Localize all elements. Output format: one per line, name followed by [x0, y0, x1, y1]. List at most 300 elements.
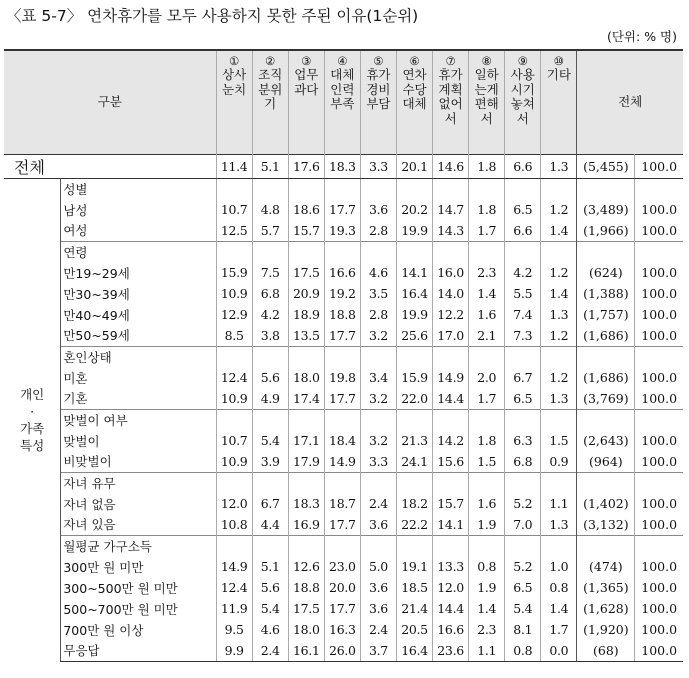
value-cell: 12.4: [216, 367, 252, 388]
data-table: [4, 49, 683, 662]
value-cell: 3.6: [360, 199, 396, 220]
side-label-line: 가족: [20, 420, 45, 436]
value-cell: 6.7: [252, 493, 288, 514]
value-cell: 7.0: [505, 514, 541, 535]
header-col-label-line: 서: [516, 110, 529, 126]
row-label: 700만 원 이상: [61, 619, 216, 640]
value-cell: 9.9: [216, 640, 252, 661]
table-row: [4, 556, 683, 577]
empty-cell: [360, 535, 396, 556]
value-cell: 12.5: [216, 220, 252, 241]
empty-cell: [360, 178, 396, 199]
value-cell: 6.5: [505, 388, 541, 409]
empty-cell: [541, 535, 577, 556]
empty-cell: [396, 472, 432, 493]
value-cell: 19.9: [396, 304, 432, 325]
count-cell: (5,455): [577, 154, 635, 178]
empty-cell: [216, 409, 252, 430]
value-cell: 1.6: [469, 493, 505, 514]
value-cell: 10.9: [216, 451, 252, 472]
value-cell: 17.4: [288, 388, 324, 409]
value-cell: 16.4: [396, 640, 432, 661]
row-label: 기혼: [61, 388, 216, 409]
header-col-number: ③: [301, 54, 312, 69]
row-label: 여성: [61, 220, 216, 241]
empty-cell: [288, 346, 324, 367]
unit-note: (단위: % 명): [606, 29, 677, 44]
value-cell: 17.7: [324, 388, 360, 409]
empty-cell: [360, 472, 396, 493]
value-cell: 16.1: [288, 640, 324, 661]
value-cell: 22.2: [396, 514, 432, 535]
header-col-label-line: 편해: [474, 96, 499, 112]
row-label: 만50~59세: [61, 325, 216, 346]
header-col-label-line: 기타: [546, 67, 571, 83]
header-col-label-line: 부족: [330, 96, 355, 112]
value-cell: 1.8: [469, 154, 505, 178]
header-col-2: [252, 50, 288, 154]
value-cell: 3.3: [360, 154, 396, 178]
empty-cell: [541, 346, 577, 367]
header-col-label-line: 업무: [294, 67, 319, 83]
header-col-label-line: 일하: [474, 67, 499, 83]
value-cell: 7.3: [505, 325, 541, 346]
value-cell: 1.2: [541, 367, 577, 388]
count-cell: (1,365): [577, 577, 635, 598]
empty-cell: [288, 409, 324, 430]
value-cell: 17.5: [288, 262, 324, 283]
header-col-1: [216, 50, 252, 154]
group-name: 성별: [61, 178, 216, 199]
value-cell: 21.3: [396, 430, 432, 451]
table-row-group-header: [4, 409, 683, 430]
percent-cell: 100.0: [635, 304, 683, 325]
value-cell: 18.8: [288, 577, 324, 598]
empty-cell: [505, 178, 541, 199]
value-cell: 16.3: [324, 619, 360, 640]
value-cell: 10.8: [216, 514, 252, 535]
value-cell: 1.0: [541, 556, 577, 577]
value-cell: 18.2: [396, 493, 432, 514]
header-col-label-line: 수당: [402, 81, 427, 97]
value-cell: 20.5: [396, 619, 432, 640]
empty-cell: [360, 346, 396, 367]
table-row: [4, 304, 683, 325]
empty-cell: [433, 472, 469, 493]
value-cell: 1.8: [469, 199, 505, 220]
value-cell: 19.3: [324, 220, 360, 241]
value-cell: 5.4: [252, 430, 288, 451]
header-group-label: [4, 50, 216, 154]
value-cell: 1.2: [541, 199, 577, 220]
header-col-label-line: 놓쳐: [510, 96, 535, 112]
value-cell: 3.2: [360, 325, 396, 346]
empty-cell: [469, 409, 505, 430]
percent-cell: 100.0: [635, 154, 683, 178]
group-name: 월평균 가구소득: [61, 535, 216, 556]
value-cell: 3.5: [360, 283, 396, 304]
value-cell: 23.0: [324, 556, 360, 577]
empty-cell: [288, 535, 324, 556]
table-row: [4, 388, 683, 409]
empty-cell: [541, 178, 577, 199]
value-cell: 4.9: [252, 388, 288, 409]
value-cell: 17.0: [433, 325, 469, 346]
value-cell: 18.9: [288, 304, 324, 325]
count-cell: (1,686): [577, 325, 635, 346]
percent-cell: 100.0: [635, 220, 683, 241]
table-row: [4, 367, 683, 388]
empty-cell: [252, 535, 288, 556]
table-row-group-header: [4, 346, 683, 367]
value-cell: 1.3: [541, 304, 577, 325]
value-cell: 19.9: [396, 220, 432, 241]
empty-cell: [577, 178, 635, 199]
empty-cell: [433, 346, 469, 367]
value-cell: 1.4: [541, 598, 577, 619]
value-cell: 1.9: [469, 577, 505, 598]
value-cell: 19.1: [396, 556, 432, 577]
empty-cell: [216, 241, 252, 262]
value-cell: 6.5: [505, 577, 541, 598]
percent-cell: 100.0: [635, 283, 683, 304]
header-col-label-line: 서: [480, 110, 493, 126]
value-cell: 5.6: [252, 367, 288, 388]
value-cell: 20.0: [324, 577, 360, 598]
empty-cell: [469, 241, 505, 262]
value-cell: 14.3: [433, 220, 469, 241]
value-cell: 14.2: [433, 430, 469, 451]
value-cell: 20.9: [288, 283, 324, 304]
value-cell: 10.7: [216, 199, 252, 220]
value-cell: 16.9: [288, 514, 324, 535]
percent-cell: 100.0: [635, 367, 683, 388]
value-cell: 3.9: [252, 451, 288, 472]
value-cell: 10.7: [216, 430, 252, 451]
count-cell: (1,686): [577, 367, 635, 388]
header-col-number: ②: [265, 54, 276, 69]
value-cell: 18.0: [288, 367, 324, 388]
value-cell: 3.6: [360, 577, 396, 598]
value-cell: 7.5: [252, 262, 288, 283]
table-row: [4, 640, 683, 661]
header-col-label-line: 분위: [258, 81, 283, 97]
value-cell: 14.9: [216, 556, 252, 577]
empty-cell: [324, 346, 360, 367]
value-cell: 15.6: [433, 451, 469, 472]
empty-cell: [469, 472, 505, 493]
value-cell: 17.1: [288, 430, 324, 451]
header-col-10: [541, 50, 577, 154]
value-cell: 0.8: [541, 577, 577, 598]
value-cell: 14.4: [433, 388, 469, 409]
value-cell: 14.0: [433, 283, 469, 304]
value-cell: 16.4: [396, 283, 432, 304]
value-cell: 24.1: [396, 451, 432, 472]
value-cell: 14.1: [433, 514, 469, 535]
count-cell: (3,769): [577, 388, 635, 409]
table-row: [4, 283, 683, 304]
value-cell: 16.6: [324, 262, 360, 283]
header-col-label-line: 과다: [294, 81, 319, 97]
value-cell: 14.1: [396, 262, 432, 283]
value-cell: 12.9: [216, 304, 252, 325]
value-cell: 0.0: [541, 640, 577, 661]
row-label: 300~500만 원 미만: [61, 577, 216, 598]
empty-cell: [433, 535, 469, 556]
value-cell: 1.7: [541, 619, 577, 640]
empty-cell: [216, 535, 252, 556]
table-row-group-header: [4, 178, 683, 199]
header-col-number: ⑧: [481, 54, 492, 69]
value-cell: 8.5: [216, 325, 252, 346]
header-col-label-line: 계획: [438, 81, 463, 97]
percent-cell: 100.0: [635, 640, 683, 661]
header-group-text: 구분: [97, 94, 122, 109]
value-cell: 5.4: [505, 598, 541, 619]
empty-cell: [396, 178, 432, 199]
empty-cell: [469, 346, 505, 367]
table-row: [4, 514, 683, 535]
value-cell: 1.8: [469, 430, 505, 451]
group-name: 맞벌이 여부: [61, 409, 216, 430]
value-cell: 1.4: [541, 283, 577, 304]
empty-cell: [396, 346, 432, 367]
count-cell: (964): [577, 451, 635, 472]
header-col-label-line: 시기: [510, 81, 535, 97]
value-cell: 0.8: [469, 556, 505, 577]
empty-cell: [505, 346, 541, 367]
header-col-label-line: 상사: [222, 67, 247, 83]
value-cell: 5.0: [360, 556, 396, 577]
percent-cell: 100.0: [635, 451, 683, 472]
header-col-label-line: 눈치: [222, 81, 247, 97]
table-row: [4, 325, 683, 346]
empty-cell: [635, 346, 683, 367]
value-cell: 0.9: [541, 451, 577, 472]
count-cell: (3,132): [577, 514, 635, 535]
value-cell: 1.1: [469, 640, 505, 661]
count-cell: (3,489): [577, 199, 635, 220]
empty-cell: [505, 409, 541, 430]
value-cell: 5.1: [252, 556, 288, 577]
empty-cell: [577, 241, 635, 262]
value-cell: 2.3: [469, 619, 505, 640]
header-col-label-line: 대체: [330, 67, 355, 83]
table-row: [4, 430, 683, 451]
value-cell: 6.3: [505, 430, 541, 451]
table-row: [4, 577, 683, 598]
value-cell: 6.6: [505, 220, 541, 241]
empty-cell: [577, 409, 635, 430]
empty-cell: [635, 409, 683, 430]
value-cell: 1.7: [469, 388, 505, 409]
value-cell: 18.0: [288, 619, 324, 640]
empty-cell: [469, 178, 505, 199]
header-col-number: ④: [337, 54, 348, 69]
percent-cell: 100.0: [635, 430, 683, 451]
count-cell: (2,643): [577, 430, 635, 451]
count-cell: (68): [577, 640, 635, 661]
empty-cell: [396, 409, 432, 430]
count-cell: (1,920): [577, 619, 635, 640]
value-cell: 15.7: [433, 493, 469, 514]
header-col-9: [505, 50, 541, 154]
header-col-label-line: 경비: [366, 81, 391, 97]
value-cell: 3.2: [360, 430, 396, 451]
value-cell: 14.7: [433, 199, 469, 220]
header-col-number: ①: [228, 54, 240, 69]
table-row: [4, 619, 683, 640]
empty-cell: [505, 472, 541, 493]
empty-cell: [216, 346, 252, 367]
value-cell: 12.2: [433, 304, 469, 325]
value-cell: 1.2: [541, 262, 577, 283]
row-label: 만30~39세: [61, 283, 216, 304]
count-cell: (624): [577, 262, 635, 283]
header-col-number: ⑥: [409, 54, 420, 69]
row-label: 만40~49세: [61, 304, 216, 325]
value-cell: 18.3: [288, 493, 324, 514]
value-cell: 3.3: [360, 451, 396, 472]
table-row: [4, 598, 683, 619]
value-cell: 18.4: [324, 430, 360, 451]
value-cell: 15.9: [216, 262, 252, 283]
value-cell: 1.2: [541, 325, 577, 346]
value-cell: 26.0: [324, 640, 360, 661]
value-cell: 21.4: [396, 598, 432, 619]
value-cell: 3.8: [252, 325, 288, 346]
value-cell: 2.4: [360, 493, 396, 514]
row-label: 전체: [4, 154, 216, 178]
value-cell: 1.4: [469, 598, 505, 619]
value-cell: 18.7: [324, 493, 360, 514]
table-row: [4, 451, 683, 472]
empty-cell: [541, 241, 577, 262]
value-cell: 5.7: [252, 220, 288, 241]
side-label-line: 개인: [20, 386, 45, 402]
value-cell: 3.2: [360, 388, 396, 409]
header-col-number: ⑦: [445, 54, 456, 69]
value-cell: 5.5: [505, 283, 541, 304]
header-col-label-line: 기: [264, 96, 277, 112]
empty-cell: [324, 535, 360, 556]
header-col-label-line: 휴가: [438, 67, 463, 83]
side-category-label: [4, 178, 61, 661]
value-cell: 16.0: [433, 262, 469, 283]
value-cell: 15.7: [288, 220, 324, 241]
group-name: 혼인상태: [61, 346, 216, 367]
value-cell: 15.9: [396, 367, 432, 388]
empty-cell: [577, 535, 635, 556]
header-col-5: [360, 50, 396, 154]
value-cell: 20.1: [396, 154, 432, 178]
empty-cell: [635, 178, 683, 199]
value-cell: 14.4: [433, 598, 469, 619]
empty-cell: [324, 241, 360, 262]
empty-cell: [635, 535, 683, 556]
value-cell: 6.8: [505, 451, 541, 472]
percent-cell: 100.0: [635, 619, 683, 640]
empty-cell: [505, 241, 541, 262]
group-name: 자녀 유무: [61, 472, 216, 493]
value-cell: 14.6: [433, 154, 469, 178]
header-col-7: [433, 50, 469, 154]
value-cell: 25.6: [396, 325, 432, 346]
percent-cell: 100.0: [635, 514, 683, 535]
percent-cell: 100.0: [635, 493, 683, 514]
table-row: [4, 493, 683, 514]
value-cell: 2.4: [360, 619, 396, 640]
value-cell: 16.6: [433, 619, 469, 640]
count-cell: (1,966): [577, 220, 635, 241]
header-col-number: ⑤: [373, 54, 384, 69]
value-cell: 1.9: [469, 514, 505, 535]
table-row-group-header: [4, 535, 683, 556]
value-cell: 2.4: [252, 640, 288, 661]
value-cell: 5.2: [505, 556, 541, 577]
empty-cell: [577, 346, 635, 367]
empty-cell: [541, 409, 577, 430]
table-header: [4, 50, 683, 154]
value-cell: 3.4: [360, 367, 396, 388]
empty-cell: [288, 178, 324, 199]
percent-cell: 100.0: [635, 262, 683, 283]
header-col-label-line: 없어: [438, 96, 463, 112]
row-label: 자녀 없음: [61, 493, 216, 514]
value-cell: 1.3: [541, 388, 577, 409]
header-total-text: 전체: [618, 94, 643, 109]
value-cell: 6.8: [252, 283, 288, 304]
value-cell: 1.5: [541, 430, 577, 451]
header-col-label-line: 서: [444, 110, 457, 126]
value-cell: 17.6: [288, 154, 324, 178]
percent-cell: 100.0: [635, 325, 683, 346]
value-cell: 4.2: [252, 304, 288, 325]
value-cell: 10.9: [216, 283, 252, 304]
empty-cell: [396, 241, 432, 262]
empty-cell: [216, 472, 252, 493]
row-label: 비맞벌이: [61, 451, 216, 472]
table-title: 〈표 5-7〉 연차휴가를 모두 사용하지 못한 주된 이유(1순위): [6, 7, 419, 25]
value-cell: 12.0: [433, 577, 469, 598]
empty-cell: [541, 472, 577, 493]
value-cell: 1.5: [469, 451, 505, 472]
table-row-group-header: [4, 241, 683, 262]
value-cell: 17.7: [324, 325, 360, 346]
row-label: 자녀 있음: [61, 514, 216, 535]
table-body: [4, 154, 683, 661]
value-cell: 14.9: [324, 451, 360, 472]
row-label: 500~700만 원 미만: [61, 598, 216, 619]
row-label: 무응답: [61, 640, 216, 661]
value-cell: 18.5: [396, 577, 432, 598]
value-cell: 17.7: [324, 199, 360, 220]
percent-cell: 100.0: [635, 598, 683, 619]
value-cell: 19.8: [324, 367, 360, 388]
value-cell: 14.9: [433, 367, 469, 388]
header-col-number: ⑨: [517, 54, 528, 69]
empty-cell: [360, 241, 396, 262]
value-cell: 9.5: [216, 619, 252, 640]
group-name: 연령: [61, 241, 216, 262]
side-label-line: ·: [30, 403, 35, 419]
value-cell: 1.6: [469, 304, 505, 325]
header-col-label-line: 조직: [258, 67, 283, 83]
value-cell: 10.9: [216, 388, 252, 409]
empty-cell: [252, 472, 288, 493]
value-cell: 3.6: [360, 598, 396, 619]
